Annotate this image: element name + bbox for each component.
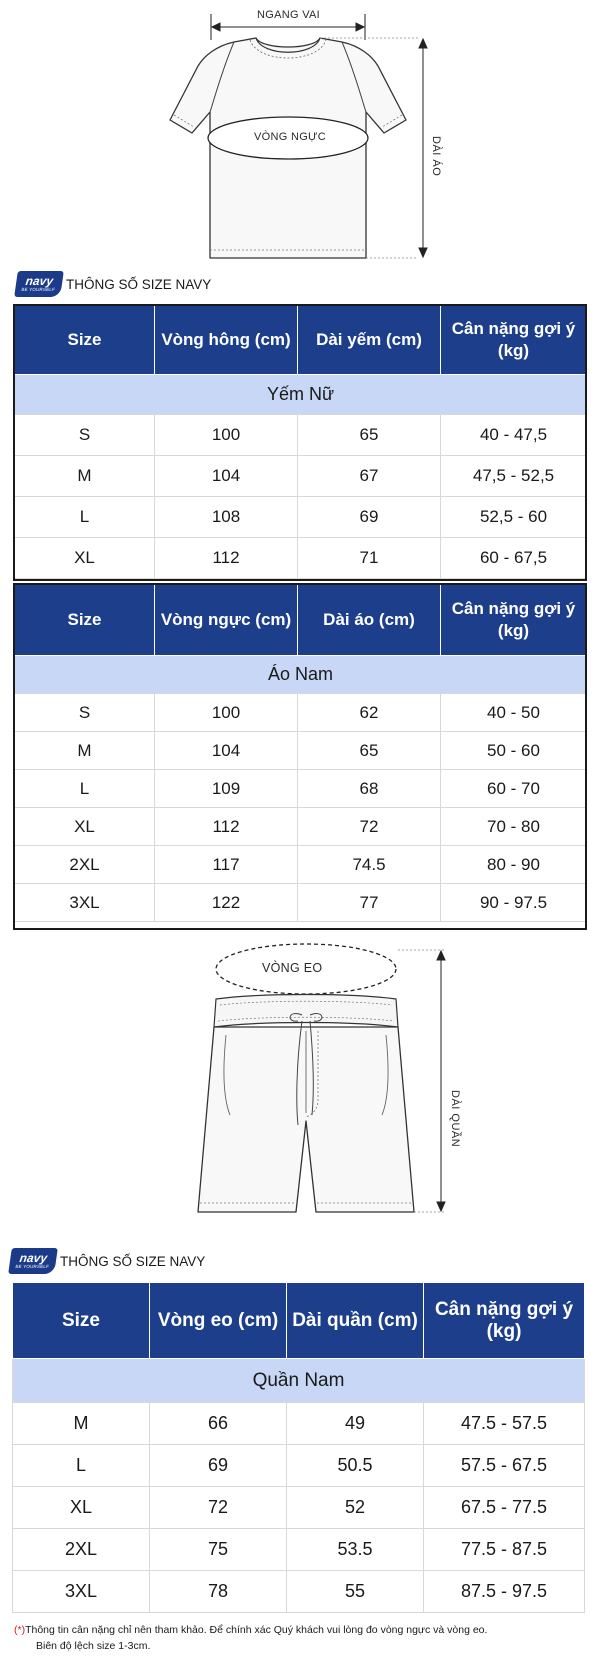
table-row: XL 112 72 70 - 80 bbox=[15, 808, 587, 846]
section-title: Áo Nam bbox=[15, 656, 587, 694]
chest-label: VÒNG NGỰC bbox=[254, 131, 326, 143]
footnote-marker: (*) bbox=[14, 1624, 26, 1636]
shoulder-label: NGANG VAI bbox=[257, 9, 321, 21]
column-header-measure: Vòng eo (cm) bbox=[150, 1283, 287, 1359]
table-row: 3XL 78 55 87.5 - 97.5 bbox=[13, 1571, 585, 1613]
navy-logo: navy BE YOURSELF bbox=[14, 271, 64, 297]
shorts-diagram bbox=[0, 935, 600, 1245]
shirt-length-label: DÀI ÁO bbox=[430, 136, 442, 177]
column-header-weight: Cân nặng gợi ý (kg) bbox=[441, 306, 587, 375]
table-row: 2XL 75 53.5 77.5 - 87.5 bbox=[13, 1529, 585, 1571]
size-chart-title: THÔNG SỐ SIZE NAVY bbox=[66, 276, 212, 292]
column-header-size: Size bbox=[13, 1283, 150, 1359]
waist-label: VÒNG EO bbox=[262, 961, 323, 975]
table-row: M 104 65 50 - 60 bbox=[15, 732, 587, 770]
table-row: XL 112 71 60 - 67,5 bbox=[15, 538, 587, 579]
navy-logo: navy BE YOURSELF bbox=[8, 1248, 58, 1274]
column-header-length: Dài quần (cm) bbox=[287, 1283, 424, 1359]
footnote bbox=[14, 1622, 600, 1654]
table-row: M 104 67 47,5 - 52,5 bbox=[15, 456, 587, 497]
size-chart-title: THÔNG SỐ SIZE NAVY bbox=[60, 1253, 206, 1269]
table-row: L 109 68 60 - 70 bbox=[15, 770, 587, 808]
shorts-length-label: DÀI QUẦN bbox=[449, 1090, 461, 1148]
size-table-ao-nam bbox=[14, 584, 587, 922]
table-row: L 108 69 52,5 - 60 bbox=[15, 497, 587, 538]
table-row: XL 72 52 67.5 - 77.5 bbox=[13, 1487, 585, 1529]
column-header-measure: Vòng ngực (cm) bbox=[155, 585, 298, 656]
brand-header bbox=[10, 1248, 205, 1274]
column-header-weight: Cân nặng gợi ý (kg) bbox=[424, 1283, 585, 1359]
footnote-line-2: Biên độ lệch size 1-3cm. bbox=[36, 1640, 151, 1652]
footnote-line-1: (*)Thông tin cân nặng chỉ nên tham khảo. Để chính xác Quý khách vui lòng đo vòng ngực và vòng eo. bbox=[14, 1624, 488, 1636]
table-row: M 66 49 47.5 - 57.5 bbox=[13, 1403, 585, 1445]
table-row: 2XL 117 74.5 80 - 90 bbox=[15, 846, 587, 884]
table-row: L 69 50.5 57.5 - 67.5 bbox=[13, 1445, 585, 1487]
section-title: Yếm Nữ bbox=[15, 375, 587, 415]
brand-header bbox=[16, 271, 211, 297]
column-header-weight: Cân nặng gợi ý (kg) bbox=[441, 585, 587, 656]
column-header-size: Size bbox=[15, 585, 155, 656]
size-table-yem-nu bbox=[14, 305, 587, 579]
table-row: S 100 62 40 - 50 bbox=[15, 694, 587, 732]
column-header-measure: Vòng hông (cm) bbox=[155, 306, 298, 375]
table-row: S 100 65 40 - 47,5 bbox=[15, 415, 587, 456]
table-row: 3XL 122 77 90 - 97.5 bbox=[15, 884, 587, 922]
section-title: Quần Nam bbox=[13, 1359, 585, 1403]
column-header-size: Size bbox=[15, 306, 155, 375]
size-table-quan-nam bbox=[12, 1282, 585, 1613]
column-header-length: Dài yếm (cm) bbox=[298, 306, 441, 375]
column-header-length: Dài áo (cm) bbox=[298, 585, 441, 656]
